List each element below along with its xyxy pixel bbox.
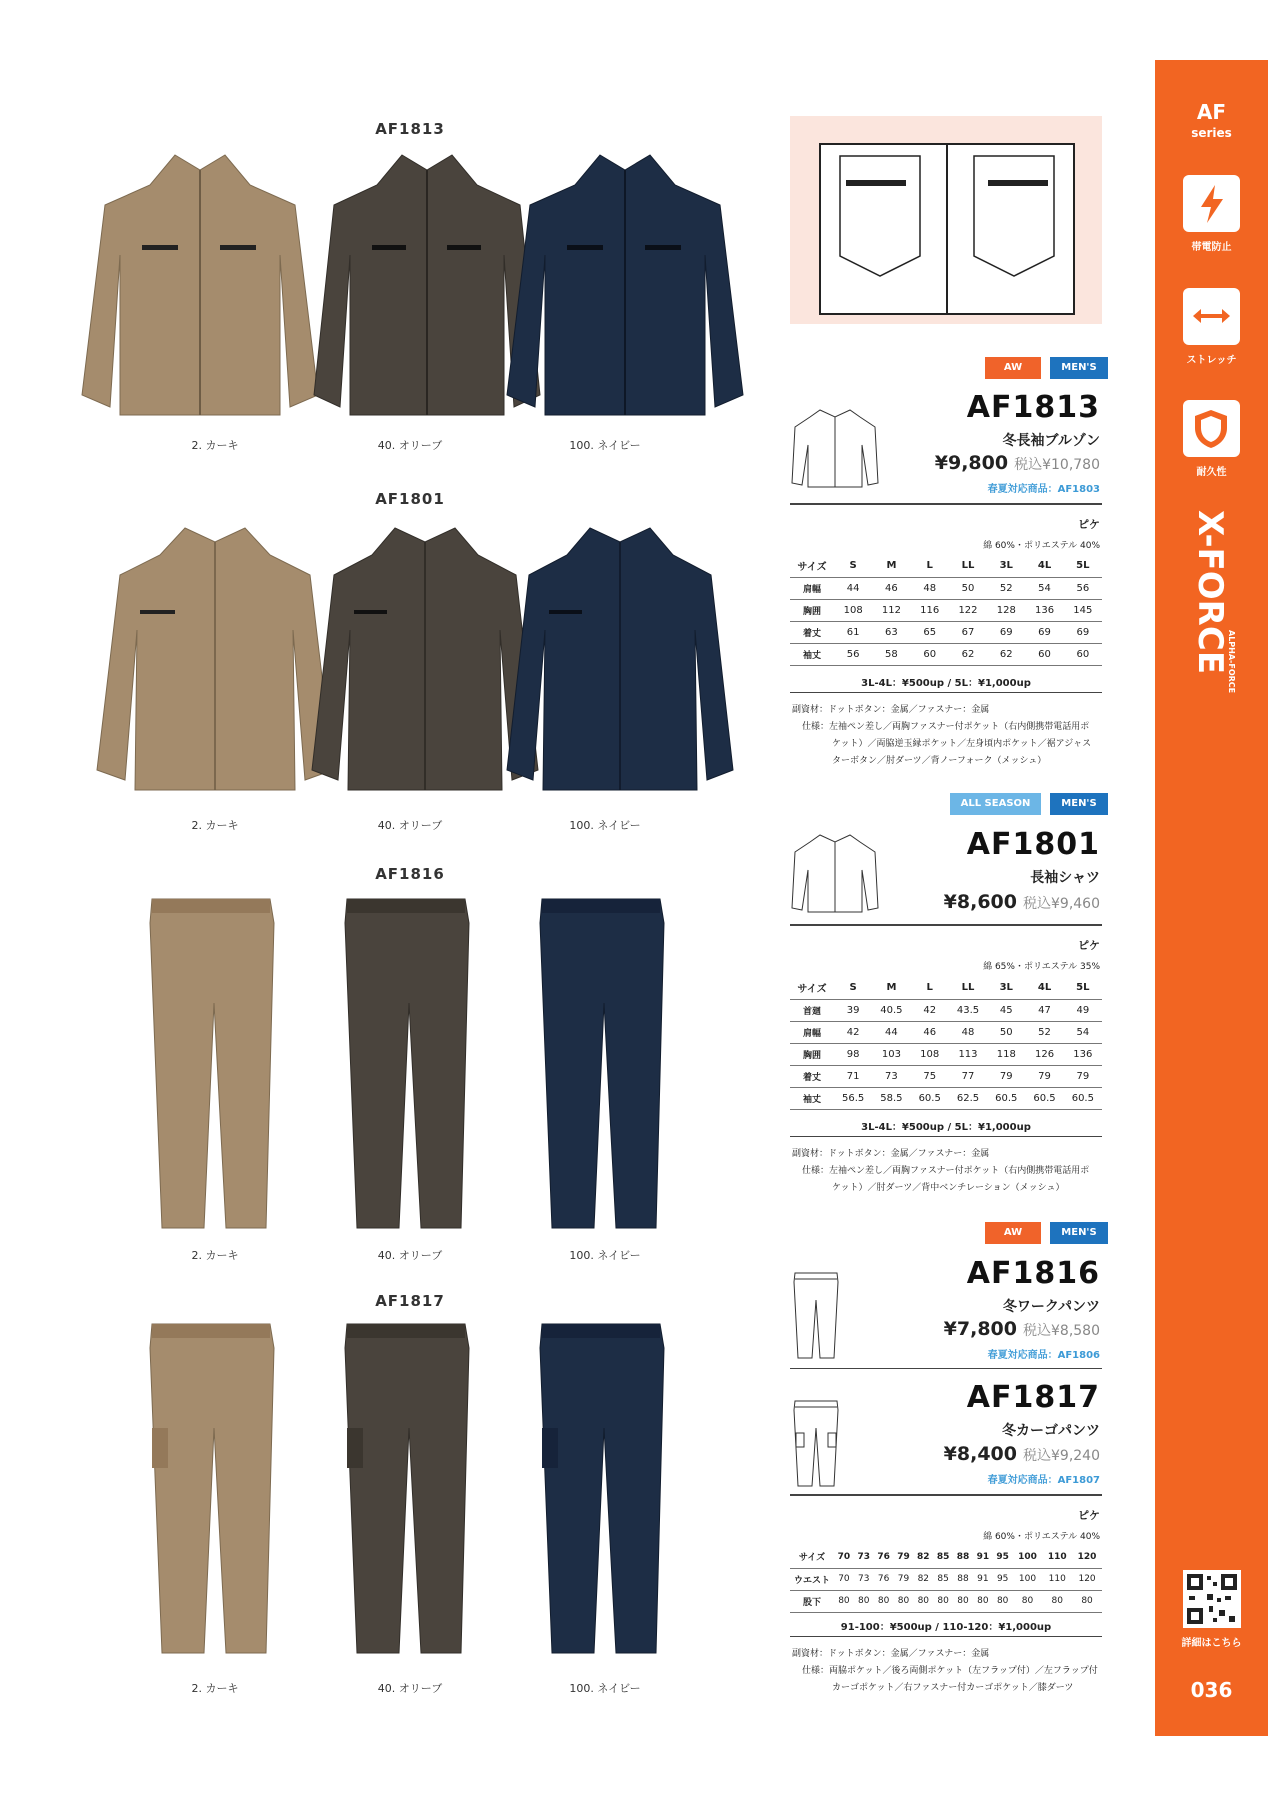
size-header-cell: 5L (1064, 555, 1102, 577)
qr-label: 詳細はこちら (1181, 1638, 1242, 1649)
product-name: 冬長袖ブルゾン (1002, 433, 1100, 449)
size-header-cell: 4L (1025, 977, 1063, 999)
cell: 60.5 (1064, 1087, 1102, 1109)
shirt-photo-navy (505, 520, 735, 800)
size-header-cell: L (911, 977, 949, 999)
row-label: 肩幅 (790, 1021, 834, 1043)
pocket-detail-drawing (790, 116, 1102, 324)
size-header-cell: 100 (1013, 1546, 1043, 1568)
note-line: 副資材：ドットボタン：金属／ファスナー：金属 (792, 705, 990, 715)
cell: 116 (911, 599, 949, 621)
cell: 75 (911, 1065, 949, 1087)
cell: 44 (834, 577, 872, 599)
cell: 60 (1064, 643, 1102, 665)
x-force-logo (1179, 510, 1239, 710)
product-code-af1816: AF1816 (966, 1256, 1100, 1291)
brand-logo-text: X-FORCE (1190, 510, 1230, 675)
cell: 79 (894, 1568, 914, 1590)
product-name: 冬カーゴパンツ (1002, 1423, 1100, 1439)
product-code-af1813: AF1813 (966, 390, 1100, 425)
fabric-info (840, 1507, 1100, 1542)
fabric-name: ピケ (1078, 939, 1100, 952)
price-line (800, 1318, 1100, 1340)
table-row (790, 643, 1102, 665)
size-header-cell: LL (949, 977, 987, 999)
row-label: 袖丈 (790, 643, 834, 665)
cell: 43.5 (949, 999, 987, 1021)
cell: 52 (987, 577, 1025, 599)
cell: 80 (1013, 1590, 1043, 1612)
cell: 108 (911, 1043, 949, 1065)
row-label: 袖丈 (790, 1087, 834, 1109)
cell: 61 (834, 621, 872, 643)
price: ¥9,800 (934, 452, 1009, 474)
row-label: 胸囲 (790, 1043, 834, 1065)
cell: 50 (949, 577, 987, 599)
pocket-detail-illustration (790, 116, 1102, 324)
cell: 62 (987, 643, 1025, 665)
size-table-af1813 (790, 555, 1102, 666)
cell: 56.5 (834, 1087, 872, 1109)
cell: 46 (911, 1021, 949, 1043)
size-header-cell: LL (949, 555, 987, 577)
size-table-af1801 (790, 977, 1102, 1110)
cell: 103 (872, 1043, 910, 1065)
fabric-name: ピケ (1078, 1509, 1100, 1522)
color-label-navy: 100. ネイビー (569, 819, 641, 832)
cell: 76 (874, 1568, 894, 1590)
product-name: 長袖シャツ (1030, 870, 1100, 886)
tag-season: ALL SEASON (950, 793, 1041, 815)
cell: 79 (1025, 1065, 1063, 1087)
related-product: 春夏対応商品：AF1806 (987, 1350, 1100, 1361)
size-header-cell: L (911, 555, 949, 577)
cell: 40.5 (872, 999, 910, 1021)
table-row (790, 1568, 1102, 1590)
fabric-name: ピケ (1078, 518, 1100, 531)
table-row (790, 1065, 1102, 1087)
cell: 63 (872, 621, 910, 643)
size-header-cell: 70 (834, 1546, 854, 1568)
divider (790, 1136, 1102, 1137)
size-header-cell: サイズ (790, 1546, 834, 1568)
qr-code[interactable] (1183, 1570, 1241, 1628)
series-sidebar (1155, 60, 1268, 1736)
row-label: 着丈 (790, 1065, 834, 1087)
product-name: 冬ワークパンツ (1002, 1299, 1100, 1315)
cell: 98 (834, 1043, 872, 1065)
note-line: 副資材：ドットボタン：金属／ファスナー：金属 (792, 1149, 990, 1159)
price-line (800, 1443, 1100, 1465)
color-label-khaki: 2. カーキ (191, 1249, 239, 1262)
size-table-af1817 (790, 1546, 1102, 1613)
price: ¥7,800 (943, 1318, 1017, 1340)
product-code-af1801: AF1801 (966, 827, 1100, 862)
color-label-olive: 40. オリーブ (377, 819, 443, 832)
cell: 71 (834, 1065, 872, 1087)
spec-notes (792, 702, 1104, 770)
row-label: 着丈 (790, 621, 834, 643)
cell: 60 (911, 643, 949, 665)
cell: 44 (872, 1021, 910, 1043)
jacket-photo-navy (505, 145, 745, 430)
cell: 73 (872, 1065, 910, 1087)
tax-price: 税込¥8,580 (1023, 1323, 1100, 1339)
color-label-khaki: 2. カーキ (191, 819, 239, 832)
size-surcharge-note: 91-100：¥500up / 110-120：¥1,000up (840, 1622, 1052, 1633)
spec-notes (792, 1146, 1104, 1197)
cell: 42 (911, 999, 949, 1021)
cell: 128 (987, 599, 1025, 621)
cell: 110 (1042, 1568, 1072, 1590)
color-label-khaki: 2. カーキ (191, 1682, 239, 1695)
cell: 49 (1064, 999, 1102, 1021)
divider (790, 692, 1102, 693)
color-label-navy: 100. ネイビー (569, 439, 641, 452)
cell: 80 (1042, 1590, 1072, 1612)
cell: 77 (949, 1065, 987, 1087)
cargopants-photo-khaki (148, 1318, 278, 1658)
cell: 136 (1025, 599, 1063, 621)
photo-group-title-af1817: AF1817 (375, 1292, 445, 1310)
price-line (800, 891, 1100, 913)
tag-season: AW (985, 357, 1041, 379)
divider (790, 1494, 1102, 1496)
cell: 67 (949, 621, 987, 643)
cell: 80 (894, 1590, 914, 1612)
cell: 108 (834, 599, 872, 621)
fabric-composition: 綿 65%・ポリエステル 35% (983, 962, 1100, 972)
cell: 80 (874, 1590, 894, 1612)
size-header-cell: サイズ (790, 555, 834, 577)
table-row (790, 1043, 1102, 1065)
size-header-cell: 5L (1064, 977, 1102, 999)
cell: 112 (872, 599, 910, 621)
cell: 79 (1064, 1065, 1102, 1087)
cell: 60 (1025, 643, 1063, 665)
cell: 91 (973, 1568, 993, 1590)
cell: 48 (911, 577, 949, 599)
note-line: 仕様：両脇ポケット／後ろ両側ポケット（左フラップ付）／左フラップ付 (802, 1666, 1098, 1676)
note-line: ケット）／肘ダーツ／背中ベンチレーション（メッシュ） (832, 1183, 1065, 1193)
row-label: 胸囲 (790, 599, 834, 621)
size-header-row (790, 1546, 1102, 1568)
tag-season: AW (985, 1222, 1041, 1244)
jacket-photo-khaki (80, 145, 320, 430)
related-product: 春夏対応商品：AF1803 (987, 484, 1100, 495)
row-label: 肩幅 (790, 577, 834, 599)
spec-notes (792, 1646, 1104, 1697)
cargopants-photo-navy (538, 1318, 668, 1658)
color-label-navy: 100. ネイビー (569, 1249, 641, 1262)
workpants-photo-olive (343, 893, 473, 1233)
row-label: ウエスト (790, 1568, 834, 1590)
cargopants-photo-olive (343, 1318, 473, 1658)
cell: 80 (933, 1590, 953, 1612)
cell: 54 (1064, 1021, 1102, 1043)
cell: 47 (1025, 999, 1063, 1021)
workpants-photo-navy (538, 893, 668, 1233)
cell: 80 (854, 1590, 874, 1612)
cell: 48 (949, 1021, 987, 1043)
size-surcharge-note: 3L-4L：¥500up / 5L：¥1,000up (861, 1122, 1031, 1133)
cell: 56 (834, 643, 872, 665)
size-header-cell: 73 (854, 1546, 874, 1568)
fabric-composition: 綿 60%・ポリエステル 40% (983, 541, 1100, 551)
cell: 145 (1064, 599, 1102, 621)
color-label-navy: 100. ネイビー (569, 1682, 641, 1695)
cell: 56 (1064, 577, 1102, 599)
color-label-olive: 40. オリーブ (377, 439, 443, 452)
size-header-cell: 3L (987, 977, 1025, 999)
size-header-cell: 85 (933, 1546, 953, 1568)
cell: 100 (1013, 1568, 1043, 1590)
cell: 95 (993, 1568, 1013, 1590)
series-word: series (1191, 126, 1232, 140)
note-line: 仕様：左袖ペン差し／両胸ファスナー付ポケット（右内側携帯電話用ポ (802, 722, 1090, 732)
cell: 85 (933, 1568, 953, 1590)
cell: 80 (834, 1590, 854, 1612)
feature-label-stretch: ストレッチ (1186, 355, 1237, 366)
size-header-cell: 3L (987, 555, 1025, 577)
feature-label-durability: 耐久性 (1196, 467, 1227, 478)
size-header-row (790, 555, 1102, 577)
table-row (790, 1021, 1102, 1043)
cell: 60.5 (911, 1087, 949, 1109)
workpants-photo-khaki (148, 893, 278, 1233)
table-row (790, 1590, 1102, 1612)
series-code: AF (1196, 100, 1227, 124)
photo-group-title-af1801: AF1801 (375, 490, 445, 508)
fabric-composition: 綿 60%・ポリエステル 40% (983, 1532, 1100, 1542)
cell: 73 (854, 1568, 874, 1590)
tax-price: 税込¥9,240 (1023, 1448, 1100, 1464)
cell: 65 (911, 621, 949, 643)
note-line: 副資材：ドットボタン：金属／ファスナー：金属 (792, 1649, 990, 1659)
size-header-cell: M (872, 977, 910, 999)
table-row (790, 599, 1102, 621)
size-header-cell: M (872, 555, 910, 577)
cell: 45 (987, 999, 1025, 1021)
lightning-icon (1183, 175, 1240, 232)
color-label-olive: 40. オリーブ (377, 1682, 443, 1695)
size-header-cell: 110 (1042, 1546, 1072, 1568)
size-header-cell: 88 (953, 1546, 973, 1568)
cell: 62.5 (949, 1087, 987, 1109)
note-line: ターボタン／肘ダーツ／背ノーフォーク（メッシュ） (832, 756, 1047, 766)
divider (790, 1368, 1102, 1369)
cell: 69 (1025, 621, 1063, 643)
cell: 80 (1072, 1590, 1102, 1612)
size-surcharge-note: 3L-4L：¥500up / 5L：¥1,000up (861, 678, 1031, 689)
photo-group-title-af1816: AF1816 (375, 865, 445, 883)
cell: 122 (949, 599, 987, 621)
tag-mens: MEN'S (1050, 1222, 1108, 1244)
cell: 88 (953, 1568, 973, 1590)
cell: 69 (1064, 621, 1102, 643)
cell: 60.5 (1025, 1087, 1063, 1109)
cell: 54 (1025, 577, 1063, 599)
size-header-cell: 76 (874, 1546, 894, 1568)
cell: 120 (1072, 1568, 1102, 1590)
tag-mens: MEN'S (1050, 793, 1108, 815)
cell: 82 (913, 1568, 933, 1590)
photo-group-title-af1813: AF1813 (375, 120, 445, 138)
tax-price: 税込¥9,460 (1023, 896, 1100, 912)
stretch-arrows-icon (1183, 288, 1240, 345)
size-header-cell: サイズ (790, 977, 834, 999)
price: ¥8,400 (943, 1443, 1017, 1465)
size-header-cell: 4L (1025, 555, 1063, 577)
workpants-flat-sketch (792, 1270, 842, 1360)
cell: 39 (834, 999, 872, 1021)
price-line (800, 452, 1100, 474)
cell: 58.5 (872, 1087, 910, 1109)
feature-label-antistatic: 帯電防止 (1191, 242, 1232, 253)
cell: 80 (953, 1590, 973, 1612)
size-header-cell: 120 (1072, 1546, 1102, 1568)
size-header-cell: 91 (973, 1546, 993, 1568)
shirt-photo-khaki (95, 520, 335, 800)
note-line: ケット）／両脇逆玉縁ポケット／左身頃内ポケット／裾アジャス (832, 739, 1092, 749)
table-row (790, 621, 1102, 643)
cell: 60.5 (987, 1087, 1025, 1109)
cell: 136 (1064, 1043, 1102, 1065)
table-row (790, 1087, 1102, 1109)
cell: 52 (1025, 1021, 1063, 1043)
size-header-cell: S (834, 977, 872, 999)
cell: 62 (949, 643, 987, 665)
table-row (790, 999, 1102, 1021)
cell: 42 (834, 1021, 872, 1043)
shield-icon (1183, 400, 1240, 457)
fabric-info (840, 937, 1100, 972)
table-row (790, 577, 1102, 599)
cell: 46 (872, 577, 910, 599)
cell: 80 (973, 1590, 993, 1612)
divider (790, 503, 1102, 505)
color-label-olive: 40. オリーブ (377, 1249, 443, 1262)
cell: 69 (987, 621, 1025, 643)
cell: 79 (987, 1065, 1025, 1087)
cell: 58 (872, 643, 910, 665)
size-header-cell: 79 (894, 1546, 914, 1568)
size-header-cell: 95 (993, 1546, 1013, 1568)
cell: 50 (987, 1021, 1025, 1043)
cell: 118 (987, 1043, 1025, 1065)
price: ¥8,600 (943, 891, 1017, 913)
tag-mens: MEN'S (1050, 357, 1108, 379)
cell: 70 (834, 1568, 854, 1590)
related-product: 春夏対応商品：AF1807 (987, 1475, 1100, 1486)
note-line: 仕様：左袖ペン差し／両胸ファスナー付ポケット（右内側携帯電話用ポ (802, 1166, 1090, 1176)
cell: 80 (993, 1590, 1013, 1612)
size-header-cell: 82 (913, 1546, 933, 1568)
cell: 126 (1025, 1043, 1063, 1065)
page-number: 036 (1190, 1678, 1233, 1702)
cell: 80 (913, 1590, 933, 1612)
divider (790, 1636, 1102, 1637)
product-code-af1817: AF1817 (966, 1380, 1100, 1415)
size-header-row (790, 977, 1102, 999)
row-label: 股下 (790, 1590, 834, 1612)
divider (790, 924, 1102, 926)
size-header-cell: S (834, 555, 872, 577)
fabric-info (840, 516, 1100, 551)
cell: 113 (949, 1043, 987, 1065)
brand-sub-text: ALPHA-FORCE (1227, 630, 1236, 694)
tax-price: 税込¥10,780 (1014, 457, 1100, 473)
color-label-khaki: 2. カーキ (191, 439, 239, 452)
note-line: カーゴポケット／右ファスナー付カーゴポケット／膝ダーツ (832, 1683, 1074, 1693)
row-label: 首廻 (790, 999, 834, 1021)
